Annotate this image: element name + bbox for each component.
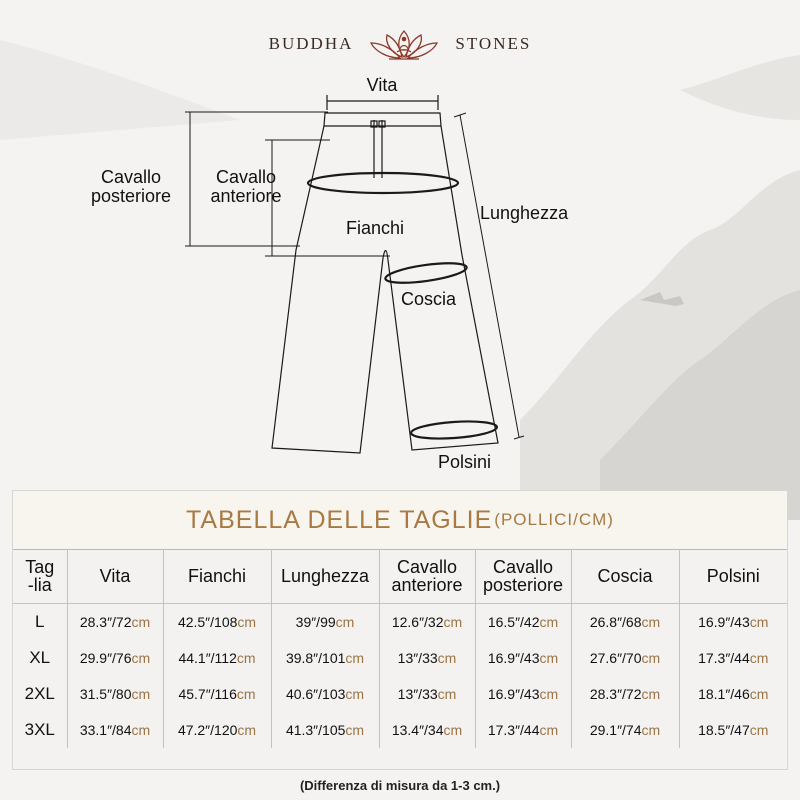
table-row <box>13 676 787 712</box>
measurement-cell <box>475 640 571 676</box>
label-front-rise-line2: anteriore <box>210 186 282 206</box>
measurement-value: 12.6″/32 <box>391 614 444 630</box>
measurement-unit: cm <box>345 722 365 738</box>
measurement-unit: cm <box>539 686 559 702</box>
brand-name-left: BUDDHA <box>268 34 354 53</box>
measurement-unit: cm <box>437 650 457 666</box>
measurement-value: 33.1″/84 <box>79 722 132 738</box>
label-back-rise-line2: posteriore <box>90 186 172 206</box>
size-cell: 3XL <box>13 712 67 748</box>
measurement-unit: cm <box>641 650 661 666</box>
measurement-cell <box>271 676 379 712</box>
header-thigh: Coscia <box>571 549 679 604</box>
measurement-unit: cm <box>749 614 769 630</box>
measurement-unit: cm <box>236 650 256 666</box>
size-table <box>13 549 787 748</box>
measurement-unit: cm <box>749 686 769 702</box>
measurement-cell <box>271 712 379 748</box>
hip-measure-ellipse <box>308 173 458 193</box>
measurement-unit: cm <box>641 614 661 630</box>
measurement-cell <box>379 676 475 712</box>
measurement-cell <box>571 640 679 676</box>
header-hips: Fianchi <box>163 549 271 604</box>
label-thigh: Coscia <box>401 289 457 309</box>
measurement-value: 18.5″/47 <box>698 722 750 738</box>
measurement-value: 29.1″/74 <box>589 722 642 738</box>
label-length: Lunghezza <box>480 203 569 223</box>
measurement-value: 47.2″/120 <box>177 722 238 738</box>
measurement-cell <box>379 712 475 748</box>
measurement-value: 28.3″/72 <box>79 614 132 630</box>
measurement-value: 16.9″/43 <box>487 686 540 702</box>
measurement-cell <box>379 640 475 676</box>
measurement-unit: cm <box>131 650 151 666</box>
measurement-cell <box>379 604 475 641</box>
measurement-cell <box>67 676 163 712</box>
header-back-rise-line2: posteriore <box>482 575 564 595</box>
header-back-rise-line1: Cavallo <box>492 557 554 577</box>
label-cuffs: Polsini <box>438 452 492 472</box>
measurement-cell <box>67 712 163 748</box>
measurement-value: 45.7″/116 <box>178 686 237 702</box>
measurement-value: 26.8″/68 <box>589 614 642 630</box>
waist-measure-line <box>327 95 438 110</box>
measurement-cell <box>571 676 679 712</box>
measurement-value: 42.5″/108 <box>177 614 238 630</box>
cuff-measure-ellipse <box>411 419 498 441</box>
measurement-unit: cm <box>131 722 151 738</box>
measurement-cell <box>163 712 271 748</box>
header-cuffs: Polsini <box>679 549 787 604</box>
measurement-value: 16.9″/43 <box>487 650 540 666</box>
size-chart <box>12 490 788 770</box>
measurement-cell <box>679 676 787 712</box>
measurement-cell <box>679 640 787 676</box>
measurement-cell <box>679 604 787 641</box>
table-row <box>13 712 787 748</box>
measurement-unit: cm <box>443 722 463 738</box>
measurement-cell <box>67 604 163 641</box>
header-size <box>13 549 67 604</box>
label-front-rise <box>196 168 296 206</box>
label-front-rise-line1: Cavallo <box>215 167 277 187</box>
measurement-value: 16.9″/43 <box>698 614 750 630</box>
measurement-cell <box>571 604 679 641</box>
measurement-note: (Differenza di misura da 1-3 cm.) <box>299 778 501 793</box>
size-cell: XL <box>13 640 67 676</box>
measurement-value: 13″/33 <box>397 686 438 702</box>
size-cell: 2XL <box>13 676 67 712</box>
measurement-value: 40.6″/103 <box>285 686 346 702</box>
measurement-cell <box>475 604 571 641</box>
header-waist: Vita <box>67 549 163 604</box>
measurement-value: 39″/99 <box>295 614 336 630</box>
measurement-unit: cm <box>443 614 463 630</box>
measurement-value: 13.4″/34 <box>391 722 444 738</box>
measurement-unit: cm <box>345 686 365 702</box>
measurement-cell <box>571 712 679 748</box>
label-back-rise <box>78 168 184 206</box>
header-front-rise-line1: Cavallo <box>396 557 458 577</box>
length-measure-line <box>454 113 524 439</box>
measurement-cell <box>475 712 571 748</box>
measurement-cell <box>475 676 571 712</box>
measurement-value: 44.1″/112 <box>178 650 237 666</box>
measurement-unit: cm <box>539 650 559 666</box>
size-chart-title <box>13 491 787 550</box>
measurement-unit: cm <box>236 686 256 702</box>
measurement-value: 13″/33 <box>397 650 438 666</box>
measurement-cell <box>67 640 163 676</box>
table-header-row <box>13 549 787 604</box>
measurement-value: 16.5″/42 <box>487 614 540 630</box>
size-table-body <box>13 604 787 749</box>
measurement-value: 29.9″/76 <box>79 650 132 666</box>
measurement-unit: cm <box>345 650 365 666</box>
table-row <box>13 604 787 641</box>
measurement-value: 27.6″/70 <box>589 650 642 666</box>
thigh-measure-ellipse <box>384 259 467 286</box>
measurement-unit: cm <box>237 614 257 630</box>
header-front-rise <box>379 549 475 604</box>
measurement-value: 17.3″/44 <box>487 722 540 738</box>
header-front-rise-line2: anteriore <box>391 575 463 595</box>
measurement-unit: cm <box>539 722 559 738</box>
measurement-cell <box>271 604 379 641</box>
measurement-unit: cm <box>131 686 151 702</box>
measurement-cell <box>163 640 271 676</box>
header-size-line1: Tag <box>25 557 55 577</box>
header-length: Lunghezza <box>271 549 379 604</box>
brand-name-right: STONES <box>455 34 532 53</box>
measurement-unit: cm <box>641 722 661 738</box>
header-size-line2: -lia <box>27 575 52 595</box>
label-hips: Fianchi <box>346 218 405 238</box>
measurement-unit: cm <box>749 722 769 738</box>
size-chart-title-text: TABELLA DELLE TAGLIE <box>186 505 493 534</box>
header-back-rise <box>475 549 571 604</box>
measurement-unit: cm <box>237 722 257 738</box>
measurement-value: 39.8″/101 <box>285 650 346 666</box>
measurement-cell <box>163 604 271 641</box>
table-row <box>13 640 787 676</box>
size-cell: L <box>13 604 67 641</box>
measurement-value: 18.1″/46 <box>698 686 750 702</box>
measurement-cell <box>679 712 787 748</box>
measurement-unit: cm <box>749 650 769 666</box>
measurement-cell <box>271 640 379 676</box>
measurement-cell <box>163 676 271 712</box>
measurement-unit: cm <box>641 686 661 702</box>
size-chart-title-unit: (POLLICI/CM) <box>494 510 614 529</box>
measurement-value: 17.3″/44 <box>698 650 750 666</box>
measurement-value: 41.3″/105 <box>285 722 346 738</box>
measurement-value: 31.5″/80 <box>79 686 132 702</box>
measurement-value: 28.3″/72 <box>589 686 642 702</box>
measurement-unit: cm <box>131 614 151 630</box>
measurement-unit: cm <box>335 614 355 630</box>
label-back-rise-line1: Cavallo <box>100 167 162 187</box>
measurement-unit: cm <box>437 686 457 702</box>
measurement-unit: cm <box>539 614 559 630</box>
label-waist: Vita <box>366 75 398 95</box>
